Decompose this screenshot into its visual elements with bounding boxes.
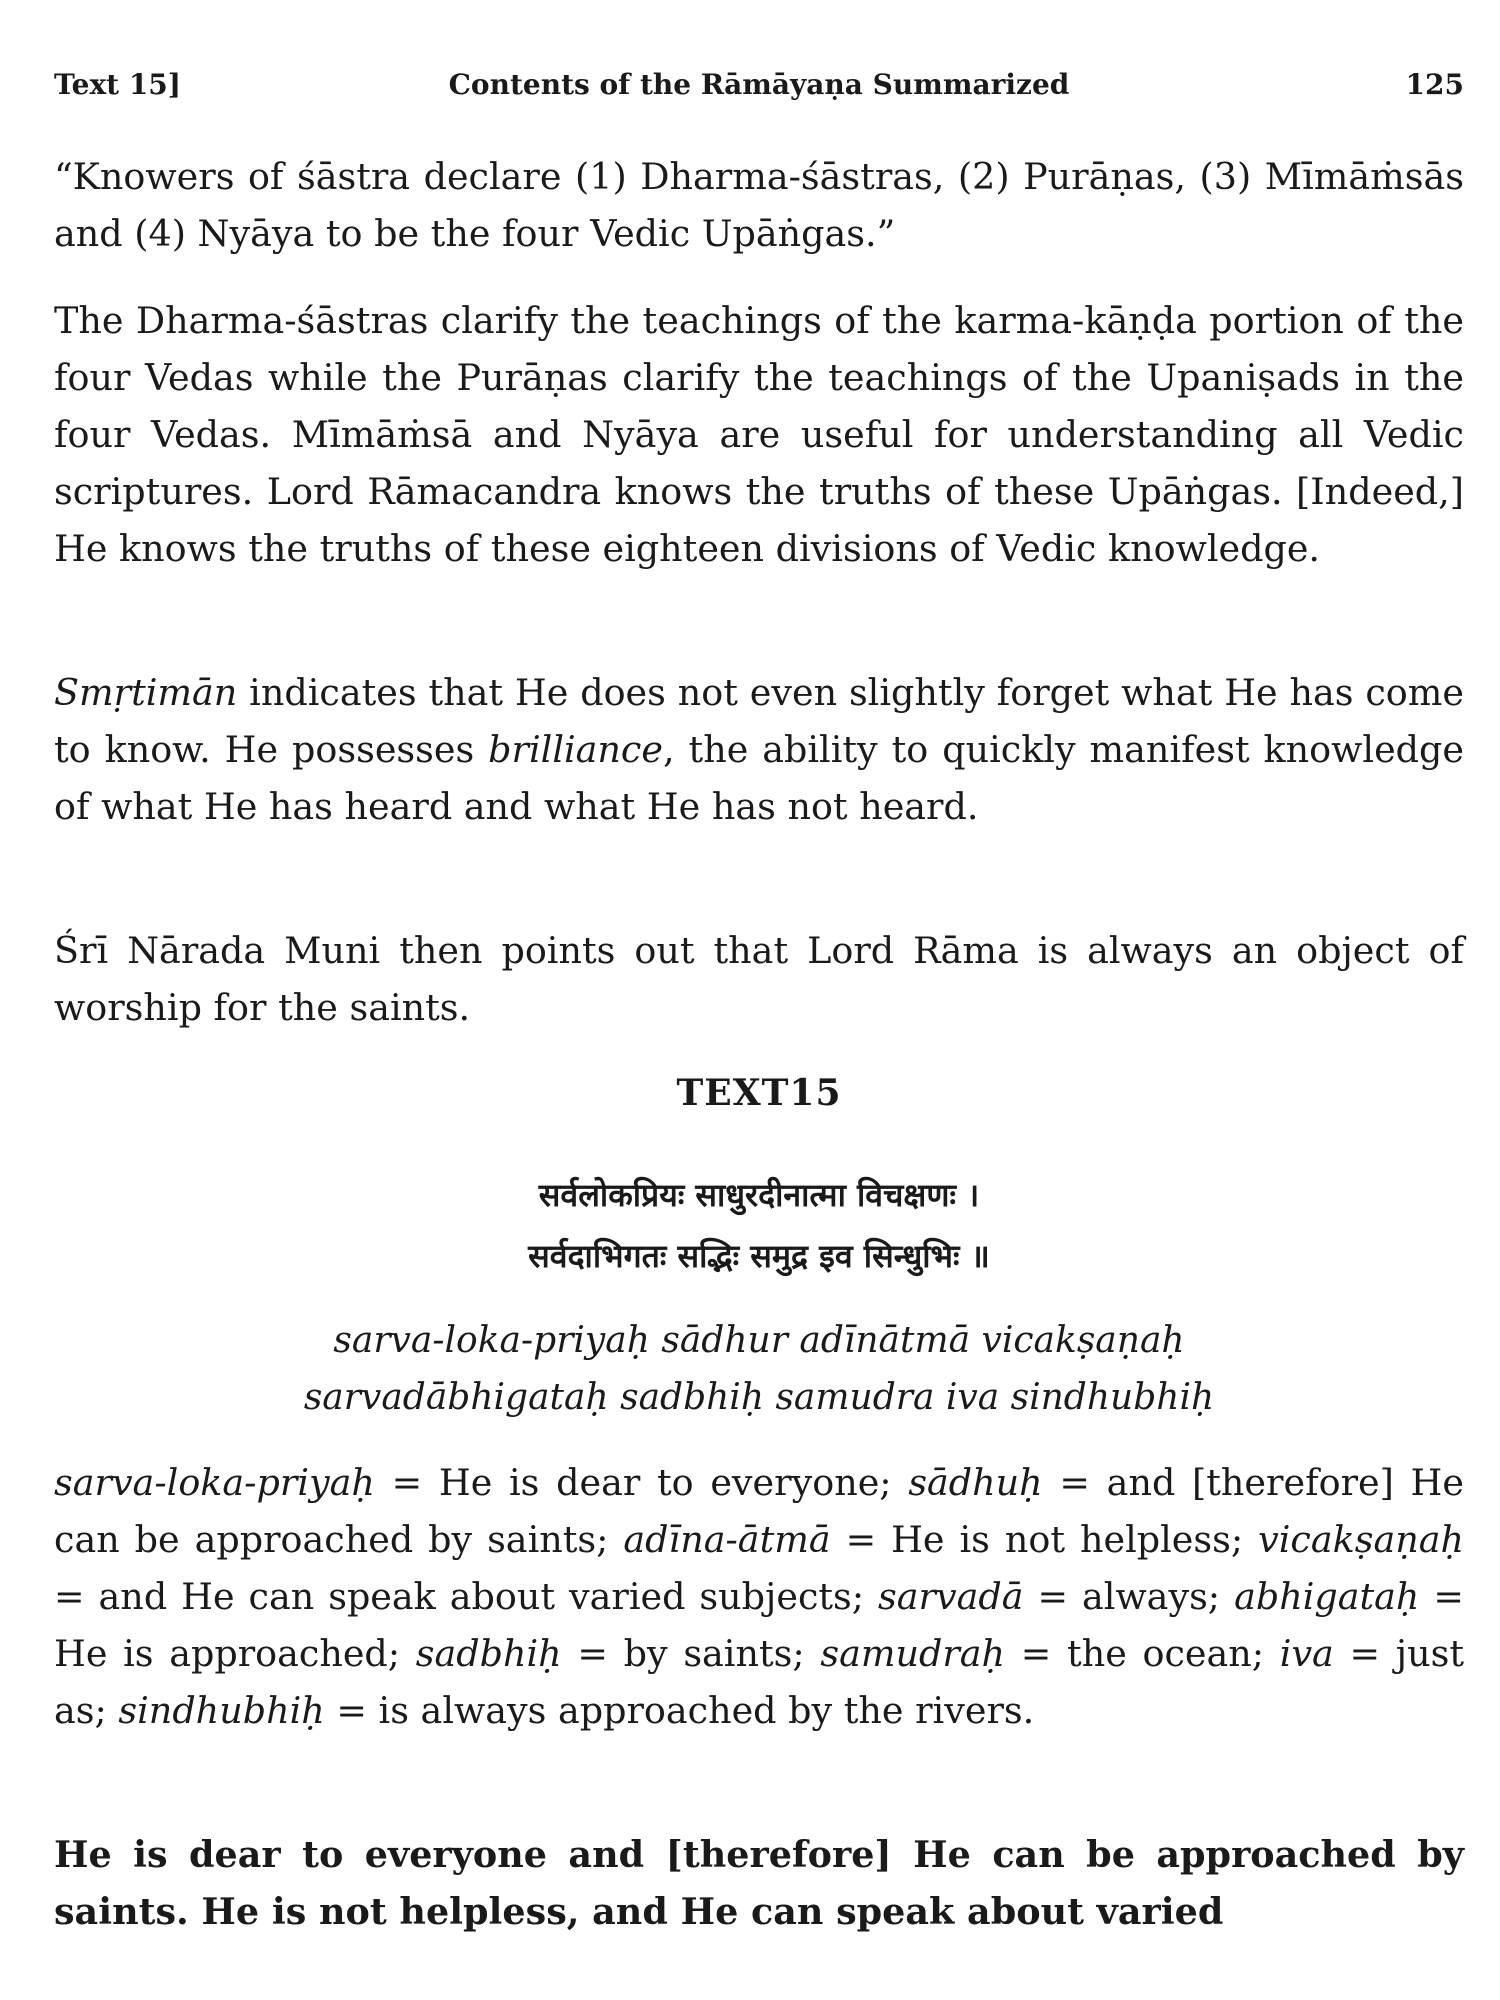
synonym-meaning: = the ocean; xyxy=(1005,1632,1280,1675)
synonym-meaning: = just as; xyxy=(54,1632,1465,1732)
synonym-meaning: = He is dear to everyone; xyxy=(374,1461,909,1504)
page-number: 125 xyxy=(1405,68,1464,101)
synonym-term: iva xyxy=(1279,1632,1334,1675)
term-brilliance: brilliance xyxy=(488,728,663,771)
smrtiman-text-a: indicates that He does not even slightly forget what He has come to know. He possesses xyxy=(54,671,1464,771)
synonym-term: sarvadā xyxy=(878,1575,1024,1618)
sanskrit-verse-line: सर्वदाभिगतः सद्भिः समुद्र इव सिन्धुभिः ॥ xyxy=(528,1237,990,1275)
smrtiman-text-b: , the ability to quickly manifest knowledge of what He has heard and what He has not heard. xyxy=(54,728,1464,828)
synonym-term: sindhubhiḥ xyxy=(118,1689,325,1732)
header-chapter-title: Contents of the Rāmāyaṇa Summarized xyxy=(448,68,1070,101)
text-number-heading: TEXT15 xyxy=(676,1072,842,1114)
running-head xyxy=(54,68,1464,108)
synonym-meaning: = He is not helpless; xyxy=(830,1518,1259,1561)
synonym-meaning: = by saints; xyxy=(561,1632,821,1675)
synonym-term: adīna-ātmā xyxy=(623,1518,831,1561)
transliterated-verse xyxy=(54,1312,1464,1426)
synonym-term: samudraḥ xyxy=(820,1632,1006,1675)
term-smrtiman: Smṛtimān xyxy=(54,671,238,714)
synonyms-paragraph xyxy=(54,1454,1464,1739)
synonym-term: sarva-loka-priyaḥ xyxy=(54,1461,375,1504)
upangas-paragraph: The Dharma-śāstras clarify the teachings of the karma-kāṇḍa portion of the four Vedas while the Purāṇas clarify the teachings of the Upaniṣads in the four Vedas. Mīmāṁsā and Nyāya are useful for understanding all Vedic scriptures. Lord Rāmacandra knows the truths of these Upāṅgas. [Indeed,] He knows the truths of these eighteen divisions of Vedic knowledge. xyxy=(54,299,1464,570)
synonym-meaning: = He is approached; xyxy=(54,1575,1464,1675)
synonym-meaning: = is always approached by the rivers. xyxy=(324,1689,1035,1732)
synonym-term: sadbhiḥ xyxy=(415,1632,562,1675)
sanskrit-verse xyxy=(54,1165,1464,1287)
synonym-term: vicakṣaṇaḥ xyxy=(1258,1518,1464,1561)
synonym-meaning: = always; xyxy=(1023,1575,1235,1618)
sanskrit-verse-line: सर्वलोकप्रियः साधुरदीनात्मा विचक्षणः । xyxy=(538,1176,980,1214)
header-section-label: Text 15] xyxy=(54,68,182,101)
narada-paragraph: Śrī Nārada Muni then points out that Lord Rāma is always an object of worship for the saints. xyxy=(54,929,1464,1029)
transliterated-verse-line: sarva-loka-priyaḥ sādhur adīnātmā vicakṣaṇaḥ xyxy=(333,1320,1185,1361)
synonym-term: abhigataḥ xyxy=(1234,1575,1420,1618)
synonym-meaning: = and [therefore] He can be approached by saints; xyxy=(54,1461,1464,1561)
quote-paragraph: “Knowers of śāstra declare (1) Dharma-śāstras, (2) Purāṇas, (3) Mīmāṁsās and (4) Nyāya to be the four Vedic Upāṅgas.” xyxy=(54,155,1464,255)
synonym-term: sādhuḥ xyxy=(908,1461,1043,1504)
synonym-meaning: = and He can speak about varied subjects; xyxy=(54,1575,879,1618)
smrtiman-paragraph xyxy=(54,664,1464,835)
transliterated-verse-line: sarvadābhigataḥ sadbhiḥ samudra iva sindhubhiḥ xyxy=(303,1377,1215,1418)
translation-paragraph: He is dear to everyone and [therefore] He can be approached by saints. He is not helpless, and He can speak about varied xyxy=(54,1833,1464,1933)
